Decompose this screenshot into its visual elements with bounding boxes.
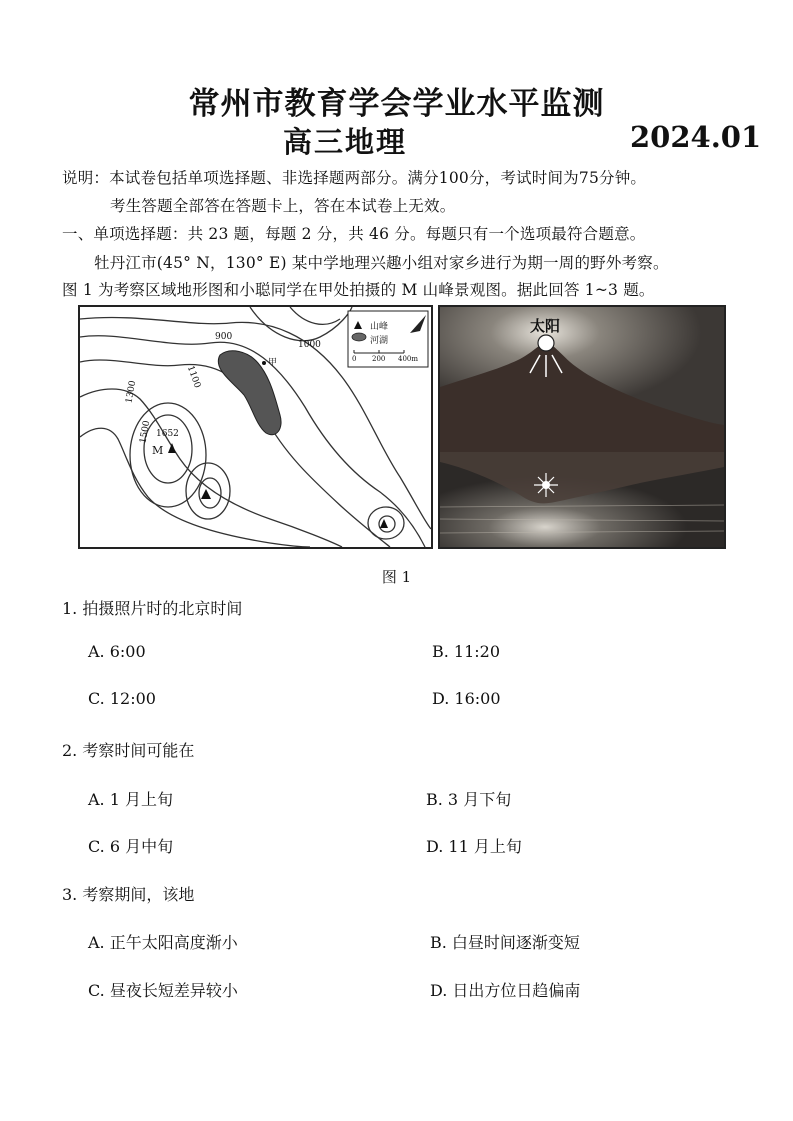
point-jia-label: 甲 — [268, 358, 278, 368]
legend-peak-label: 山峰 — [370, 322, 389, 332]
sun-icon — [538, 335, 554, 351]
mountain-photo — [438, 305, 726, 549]
question-2-option-b[interactable]: B. 3 月下旬 — [426, 790, 512, 809]
exam-subtitle: 高三地理 — [283, 125, 408, 159]
question-2-option-d[interactable]: D. 11 月上旬 — [426, 837, 522, 856]
context-line-1: 牡丹江市(45° N，130° E) 某中学地理兴趣小组对家乡进行为期一周的野外考察。 — [94, 254, 669, 272]
scale-label-200: 200 — [372, 355, 386, 363]
question-3-option-c[interactable]: C. 昼夜长短差异较小 — [88, 981, 238, 1000]
question-1-option-a[interactable]: A. 6:00 — [88, 642, 146, 661]
question-1-option-d[interactable]: D. 16:00 — [432, 689, 501, 708]
topographic-map — [78, 305, 433, 549]
question-2-option-a[interactable]: A. 1 月上旬 — [88, 790, 173, 809]
scale-label-0: 0 — [352, 355, 357, 363]
peak-m-label: M — [152, 444, 164, 457]
contour-label-1000: 1000 — [298, 340, 321, 350]
question-2-stem: 2. 考察时间可能在 — [62, 741, 195, 760]
instructions-line-1: 说明：本试卷包括单项选择题、非选择题两部分。满分100分，考试时间为75分钟。 — [62, 169, 647, 187]
question-2-option-c[interactable]: C. 6 月中旬 — [88, 837, 174, 856]
exam-title: 常州市教育学会学业水平监测 — [188, 86, 605, 122]
question-1-stem: 1. 拍摄照片时的北京时间 — [62, 599, 243, 618]
instructions-line-2: 考生答题全部答在答题卡上，答在本试卷上无效。 — [110, 197, 456, 215]
question-3-option-d[interactable]: D. 日出方位日趋偏南 — [430, 981, 581, 1000]
exam-date: 2024.01 — [630, 120, 762, 154]
scale-label-400: 400m — [398, 355, 418, 363]
figure-caption: 图 1 — [381, 568, 412, 586]
question-3-option-a[interactable]: A. 正午太阳高度渐小 — [88, 933, 238, 952]
sun-label: 太阳 — [530, 317, 561, 335]
contour-label-900: 900 — [215, 332, 233, 342]
peak-elevation-label: 1652 — [156, 429, 179, 439]
legend-lake-label: 河湖 — [370, 336, 389, 346]
question-3-stem: 3. 考察期间，该地 — [62, 885, 195, 904]
question-3-option-b[interactable]: B. 白昼时间逐渐变短 — [430, 933, 580, 952]
section-heading: 一、单项选择题：共 23 题，每题 2 分，共 46 分。每题只有一个选项最符合题意。 — [62, 225, 646, 243]
contour-label-1100: 1100 — [184, 364, 203, 390]
contour-label-1300: 1300 — [124, 379, 139, 405]
context-line-2: 图 1 为考察区域地形图和小聪同学在甲处拍摄的 M 山峰景观图。据此回答 1~3 题。 — [62, 281, 655, 299]
question-1-option-c[interactable]: C. 12:00 — [88, 689, 156, 708]
contour-label-1500: 1500 — [138, 419, 153, 445]
question-1-option-b[interactable]: B. 11:20 — [432, 642, 501, 661]
